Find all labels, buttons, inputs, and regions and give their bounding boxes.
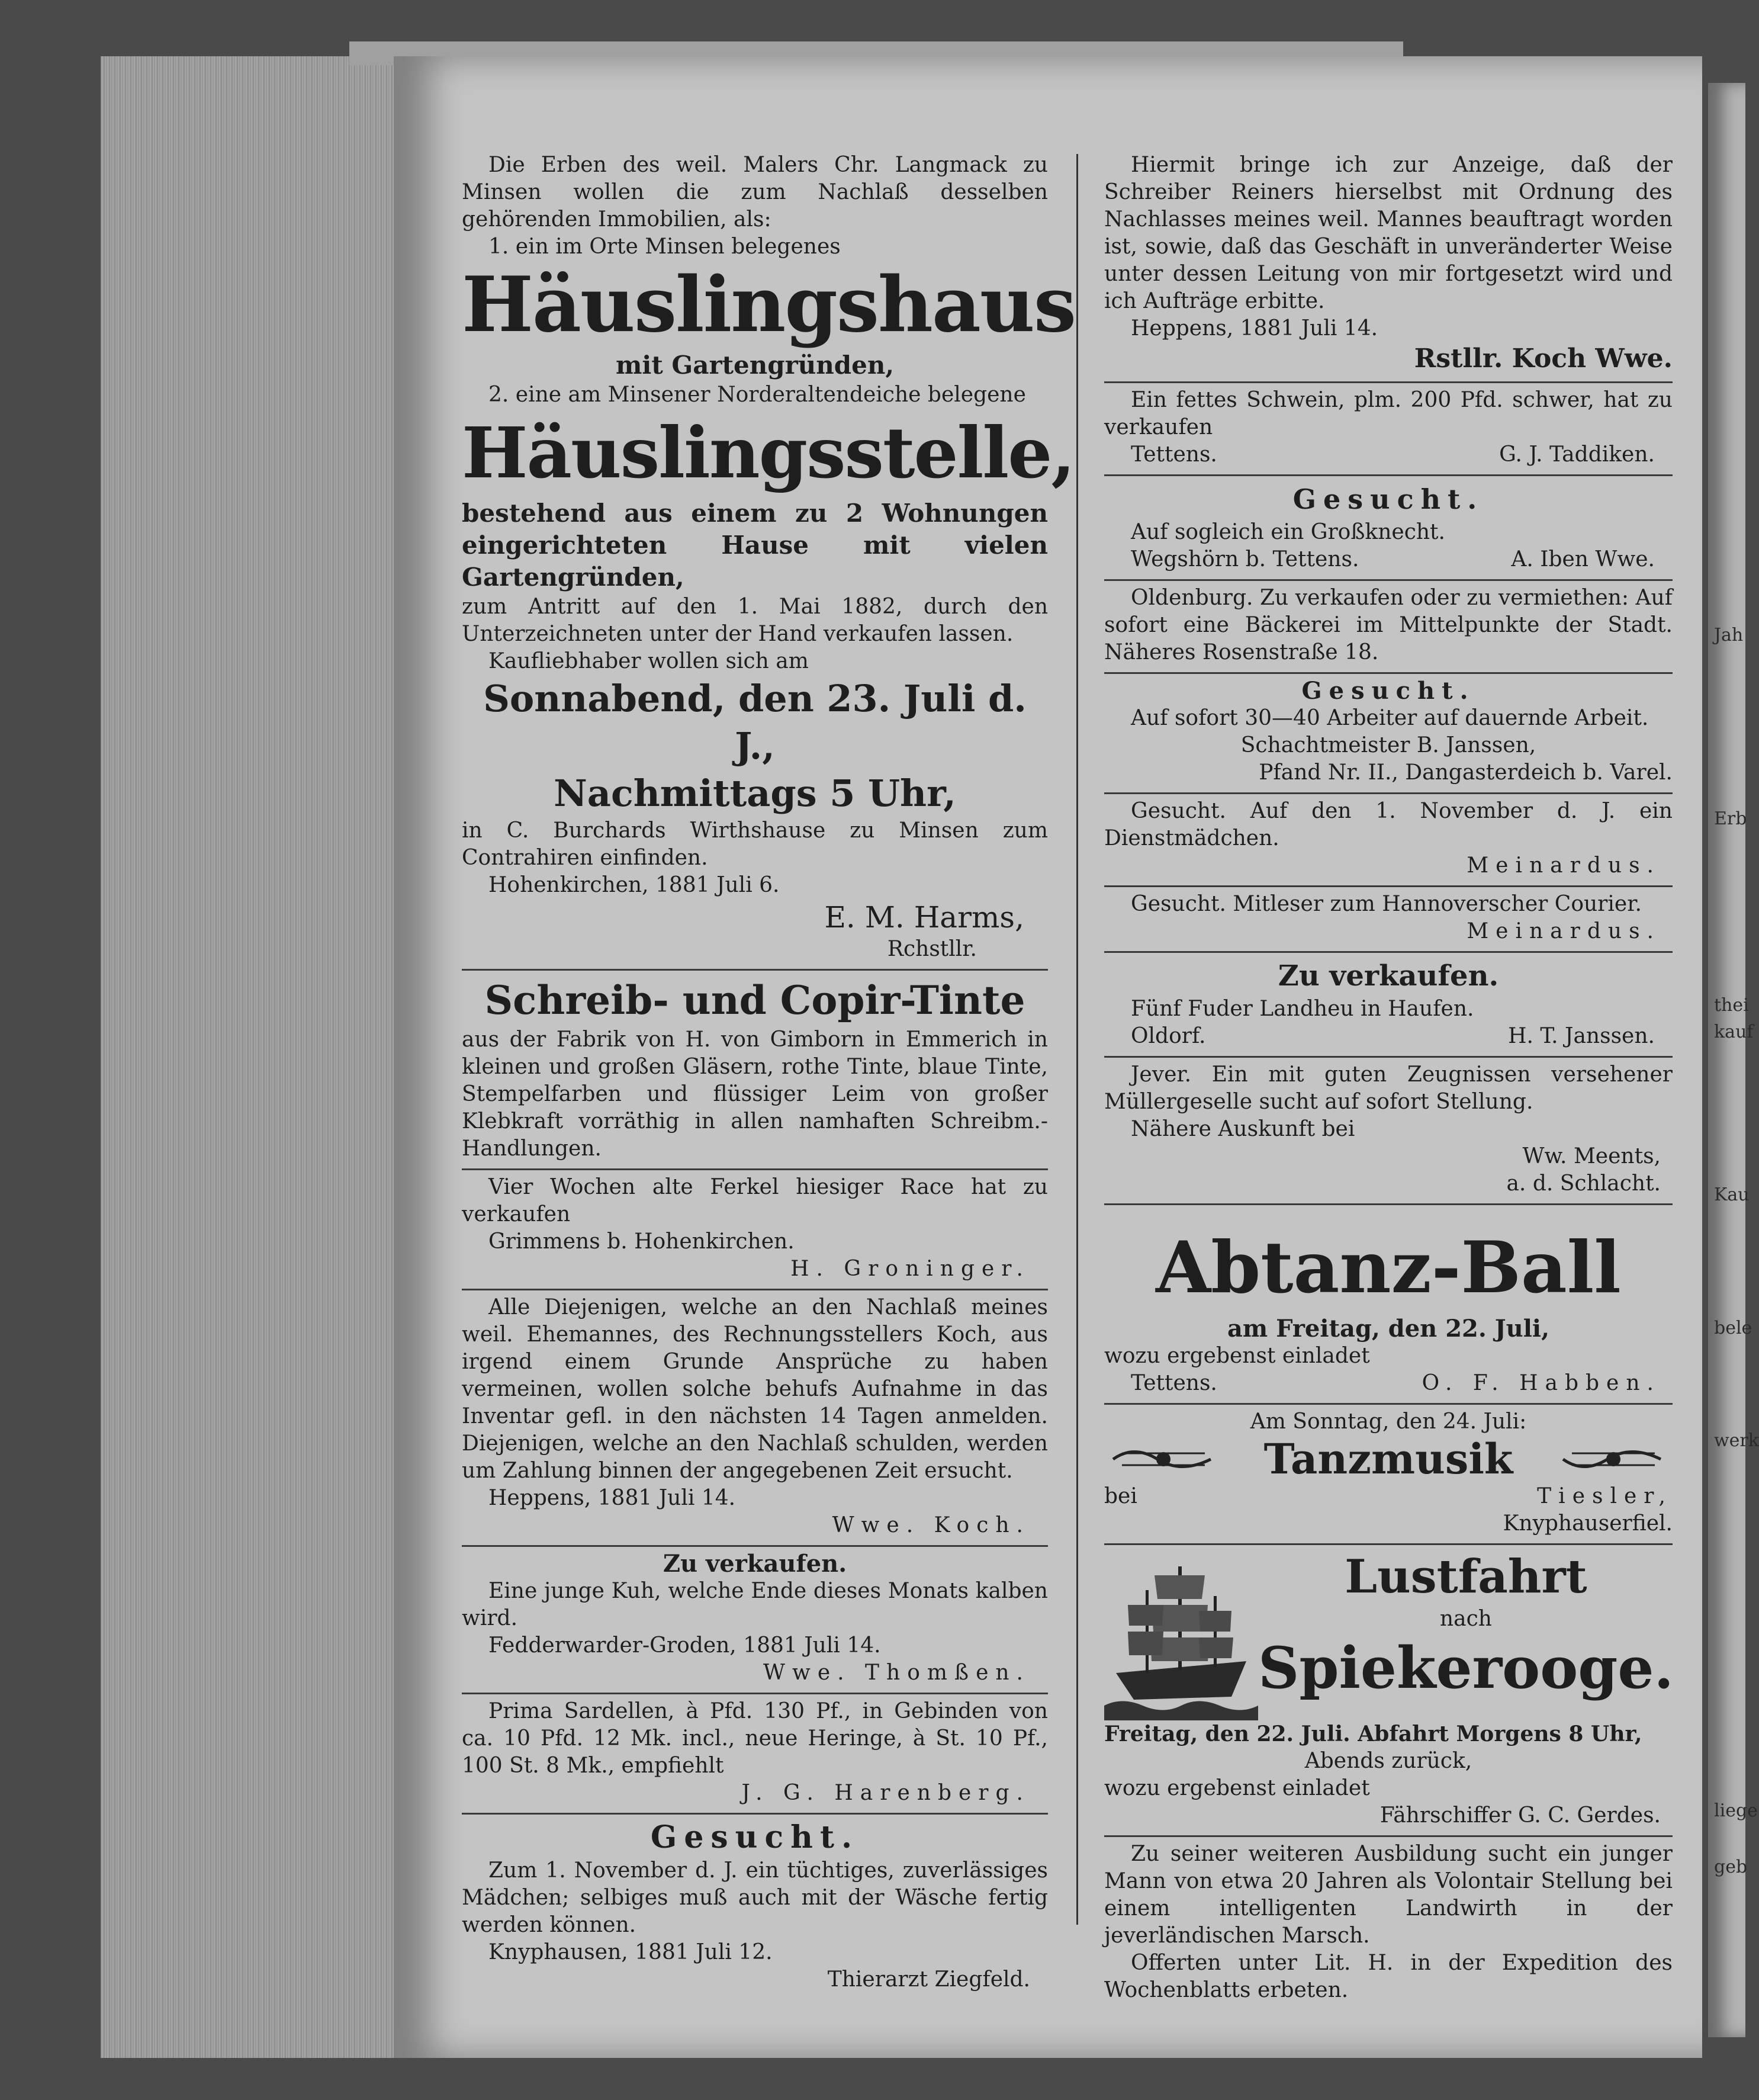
- ad-headline: Zu verkaufen.: [1278, 959, 1499, 993]
- facing-page-strip: [1708, 83, 1748, 2037]
- edge-fragment: thei: [1714, 995, 1749, 1016]
- ad-boat-trip: [1104, 1545, 1673, 1837]
- ad-newspaper-reader: [1104, 887, 1673, 953]
- ad-miller: [1104, 1058, 1673, 1205]
- ad-headline: Häuslingshaus: [462, 261, 1075, 349]
- ad-text: aus der Fabrik von H. von Gimborn in Emmerich in kleinen und großen Gläsern, rothe Tinte, blaue Tinte, Stempelfarben und flüssiger Leim von großer Klebkraft vorräthig in allen namhaften Schreibm.-Handlungen.: [462, 1027, 1048, 1161]
- ad-signature: Wwe. Thomßen.: [763, 1661, 1030, 1685]
- ad-date: Sonnabend, den 23. Juli d. J.,: [483, 677, 1027, 768]
- ad-signature: Meinardus.: [1467, 919, 1661, 943]
- ad-text: Zu seiner weiteren Ausbildung sucht ein junger Mann von etwa 20 Jahren als Volontair Stellung bei einem intelligenten Landwirth in der jeverländischen Marsch.: [1104, 1842, 1673, 1948]
- ad-text: wozu ergebenst einladet: [1104, 1776, 1370, 1800]
- ad-signature: H. Groninger.: [790, 1257, 1030, 1281]
- ad-cow: [462, 1547, 1048, 1694]
- ad-headline: Häuslingsstelle,: [462, 412, 1075, 494]
- edge-fragment: kauf: [1714, 1022, 1754, 1042]
- ad-place: Grimmens b. Hohenkirchen.: [488, 1229, 795, 1254]
- ad-headline: Spiekerooge.: [1258, 1635, 1674, 1701]
- ad-piglets: [462, 1170, 1048, 1290]
- ad-dance-ball: [1104, 1205, 1673, 1405]
- edge-fragment: Erb: [1714, 808, 1747, 829]
- ad-text: Vier Wochen alte Ferkel hiesiger Race hat zu verkaufen: [462, 1175, 1048, 1226]
- ad-text: Nähere Auskunft bei: [1131, 1117, 1355, 1141]
- ad-item: 2. eine am Minsener Norderaltendeiche belegene: [488, 383, 1026, 407]
- ad-dateline: Heppens, 1881 Juli 14.: [1131, 316, 1378, 341]
- ad-estate-claims: [462, 1290, 1048, 1547]
- ad-dateline: Knyphausen, 1881 Juli 12.: [488, 1940, 773, 1964]
- ad-text: Hiermit bringe ich zur Anzeige, daß der Schreiber Reiners hierselbst mit Ordnung des Nachlasses meines weil. Mannes beauftragt worden ist, sowie, daß das Geschäft in unveränderter Weise unter dessen Leitung von mir fortgesetzt wird und ich Aufträge erbitte.: [1104, 153, 1673, 313]
- ad-signature: Wwe. Koch.: [832, 1513, 1030, 1537]
- ad-text: Kaufliebhaber wollen sich am: [488, 649, 809, 673]
- ad-pig: [1104, 383, 1673, 476]
- ad-text: Auf sogleich ein Großknecht.: [1131, 520, 1445, 544]
- ad-signature-place: a. d. Schlacht.: [1506, 1171, 1661, 1196]
- ad-text: bei: [1104, 1484, 1137, 1508]
- ad-date: Am Sonntag, den 24. Juli:: [1250, 1409, 1527, 1434]
- ad-signature: Rstllr. Koch Wwe.: [1414, 343, 1673, 374]
- ad-subheadline: bestehend aus einem zu 2 Wohnungen eingerichteten Hause mit vielen Gartengründen,: [462, 499, 1048, 592]
- ad-headline: Lustfahrt: [1345, 1550, 1587, 1604]
- ad-hay: [1104, 953, 1673, 1058]
- ad-headline: Gesucht.: [1301, 677, 1475, 705]
- ad-maid-wanted: [462, 1815, 1048, 1999]
- ad-text: Jever. Ein mit guten Zeugnissen versehener Müllergeselle sucht auf sofort Stellung.: [1104, 1062, 1673, 1114]
- ad-text: in C. Burchards Wirthshause zu Minsen zum Contrahiren einfinden.: [462, 818, 1048, 870]
- ad-business-notice: [1104, 148, 1673, 383]
- ad-headline: Schreib- und Copir-Tinte: [484, 977, 1025, 1023]
- edge-fragment: Jah: [1714, 625, 1744, 646]
- ad-text: Eine junge Kuh, welche Ende dieses Monats kalben wird.: [462, 1579, 1048, 1630]
- ad-signature-place: Knyphauserfiel.: [1503, 1511, 1673, 1536]
- ad-signature: Ww. Meents,: [1522, 1144, 1661, 1168]
- ad-subheadline: mit Gartengründen,: [615, 351, 895, 380]
- ad-signature: G. J. Taddiken.: [1499, 442, 1655, 467]
- ad-servant: [1104, 794, 1673, 887]
- ad-signature: H. T. Janssen.: [1508, 1024, 1655, 1048]
- ad-place: Tettens.: [1131, 1371, 1217, 1395]
- ad-date: Freitag, den 22. Juli. Abfahrt Morgens 8 Uhr,: [1104, 1722, 1642, 1746]
- ad-text: Offerten unter Lit. H. in der Expedition des Wochenblatts erbeten.: [1104, 1951, 1673, 2002]
- sailing-ship-icon: [1104, 1549, 1258, 1720]
- ad-place: Tettens.: [1131, 442, 1217, 467]
- ad-signature-title: Rchstllr.: [887, 937, 977, 961]
- ad-text: Ein fettes Schwein, plm. 200 Pfd. schwer, hat zu verkaufen: [1104, 388, 1673, 439]
- ad-signature: Meinardus.: [1467, 853, 1661, 878]
- ad-signature: J. G. Harenberg.: [741, 1781, 1030, 1805]
- left-flourish-icon: [1110, 1441, 1217, 1477]
- ad-signature: Fährschiffer G. C. Gerdes.: [1379, 1803, 1661, 1828]
- ad-volunteer: [1104, 1837, 1673, 2010]
- ad-dateline: Heppens, 1881 Juli 14.: [488, 1486, 736, 1510]
- edge-fragment: Kau: [1714, 1184, 1750, 1205]
- edge-fragment: werk: [1714, 1430, 1759, 1451]
- ad-signature: E. M. Harms,: [824, 900, 1024, 935]
- ad-text: nach: [1439, 1607, 1492, 1631]
- ad-signature: O. F. Habben.: [1422, 1371, 1661, 1395]
- ad-signature: Tiesler,: [1537, 1484, 1673, 1508]
- ad-text: Abends zurück,: [1304, 1749, 1472, 1773]
- ad-ink: [462, 971, 1048, 1170]
- ad-text: Alle Diejenigen, welche an den Nachlaß meines weil. Ehemannes, des Rechnungsstellers Koch, aus irgend einem Grunde Ansprüche zu haben vermeinen, wollen solche behufs Aufnahme in das Inventar gefl. in den nächsten 14 Tagen anmelden. Diejenigen, welche an den Nachlaß schulden, werden um Zahlung binnen der angegebenen Zeit ersucht.: [462, 1295, 1048, 1483]
- ad-sardines: [462, 1694, 1048, 1815]
- ad-signature: A. Iben Wwe.: [1511, 547, 1655, 571]
- ad-address: Pfand Nr. II., Dangasterdeich b. Varel.: [1259, 760, 1673, 785]
- ad-dance-music: [1104, 1405, 1673, 1545]
- right-flourish-icon: [1560, 1441, 1667, 1477]
- ad-headline: Zu verkaufen.: [663, 1550, 847, 1578]
- ad-place: Wegshörn b. Tettens.: [1131, 547, 1359, 571]
- edge-fragment: geb: [1714, 1857, 1748, 1877]
- edge-fragment: liege: [1714, 1800, 1758, 1821]
- ad-text: Gesucht. Auf den 1. November d. J. ein Dienstmädchen.: [1104, 799, 1673, 850]
- ad-text: Prima Sardellen, à Pfd. 130 Pf., in Gebinden von ca. 10 Pfd. 12 Mk. incl., neue Heringe, à St. 10 Pf., 100 St. 8 Mk., empfiehlt: [462, 1699, 1048, 1778]
- ad-text: Auf sofort 30—40 Arbeiter auf dauernde Arbeit.: [1131, 706, 1649, 730]
- ad-intro: Die Erben des weil. Malers Chr. Langmack zu Minsen wollen die zum Nachlaß desselben gehörenden Immobilien, als:: [462, 153, 1048, 232]
- ad-text: Oldenburg. Zu verkaufen oder zu vermiethen: Auf sofort eine Bäckerei im Mittelpunkte der Stadt. Näheres Rosenstraße 18.: [1104, 586, 1673, 664]
- ad-workers: [1104, 674, 1673, 794]
- right-column: [1104, 148, 1673, 2010]
- ad-date: am Freitag, den 22. Juli,: [1227, 1315, 1550, 1343]
- ad-text: Fünf Fuder Landheu in Haufen.: [1131, 997, 1474, 1021]
- ad-headline: Abtanz-Ball: [1156, 1226, 1621, 1309]
- ad-headline: Tanzmusik: [1263, 1434, 1513, 1484]
- ad-time: Nachmittags 5 Uhr,: [554, 772, 956, 815]
- ad-bakery: [1104, 581, 1673, 674]
- ad-real-estate: [462, 148, 1075, 971]
- left-column: [462, 148, 1075, 1999]
- book-page-edges: [101, 56, 397, 2058]
- ad-dateline: Fedderwarder-Groden, 1881 Juli 14.: [488, 1633, 881, 1658]
- ad-place: Oldorf.: [1131, 1024, 1206, 1048]
- ad-headline: Gesucht.: [650, 1819, 860, 1855]
- ad-text: zum Antritt auf den 1. Mai 1882, durch den Unterzeichneten unter der Hand verkaufen lassen.: [462, 595, 1048, 646]
- ad-dateline: Hohenkirchen, 1881 Juli 6.: [488, 873, 780, 897]
- ad-text: Gesucht. Mitleser zum Hannoverscher Courier.: [1131, 892, 1642, 916]
- ad-headline: Gesucht.: [1292, 483, 1484, 515]
- edge-fragment: bele: [1714, 1318, 1752, 1338]
- ad-item: 1. ein im Orte Minsen belegenes: [488, 235, 841, 259]
- ad-signature: Schachtmeister B. Janssen,: [1240, 733, 1536, 757]
- column-divider: [1076, 154, 1078, 1925]
- ad-text: Zum 1. November d. J. ein tüchtiges, zuverlässiges Mädchen; selbiges muß auch mit der Wäsche fertig werden können.: [462, 1858, 1048, 1937]
- ad-signature: Thierarzt Ziegfeld.: [827, 1967, 1030, 1992]
- ad-farmhand: [1104, 476, 1673, 581]
- ad-text: wozu ergebenst einladet: [1104, 1344, 1370, 1368]
